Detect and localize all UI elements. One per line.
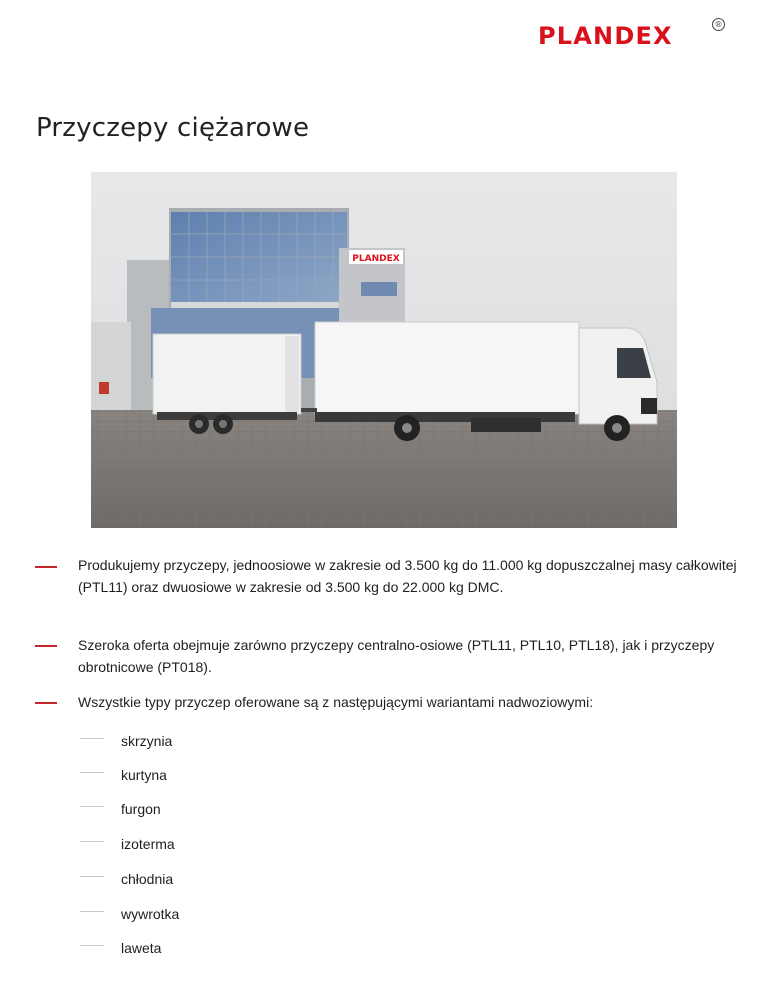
bullet-item: Wszystkie typy przyczep oferowane są z następującymi wariantami nadwoziowymi:: [78, 694, 594, 710]
plandex-logo: [536, 18, 726, 54]
variant-item: izoterma: [121, 836, 175, 852]
variant-dash: [80, 911, 104, 912]
logo-wordmark: PLANDEX: [538, 22, 673, 50]
variant-item: skrzynia: [121, 733, 173, 749]
variant-dash: [80, 806, 104, 807]
variant-item: chłodnia: [121, 871, 174, 887]
variant-dash: [80, 738, 104, 739]
variant-item: kurtyna: [121, 767, 167, 783]
variant-item: furgon: [121, 801, 161, 817]
bullet-item: Produkujemy przyczepy, jednoosiowe w zakresie od 3.500 kg do 11.000 kg dopuszczalnej masy całkowitej (PTL11) oraz dwuosiowe w zakresie od 3.500 kg do 22.000 kg DMC.: [78, 557, 737, 595]
bullet-dash: [35, 645, 57, 647]
variant-item: wywrotka: [121, 906, 180, 922]
variant-dash: [80, 876, 104, 877]
building-sign: PLANDEX: [352, 254, 400, 264]
variant-dash: [80, 772, 104, 773]
truck-photo: [91, 172, 677, 528]
variant-item: laweta: [121, 940, 162, 956]
variant-dash: [80, 945, 104, 946]
bullet-dash: [35, 566, 57, 568]
bullet-item: Szeroka oferta obejmuje zarówno przyczepy centralno-osiowe (PTL11, PTL10, PTL18), jak i przyczepy obrotnicowe (PT018).: [78, 637, 715, 675]
variant-dash: [80, 841, 104, 842]
bullet-dash: [35, 702, 57, 704]
page-title: Przyczepy ciężarowe: [36, 113, 310, 143]
registered-mark: ®: [712, 18, 725, 31]
